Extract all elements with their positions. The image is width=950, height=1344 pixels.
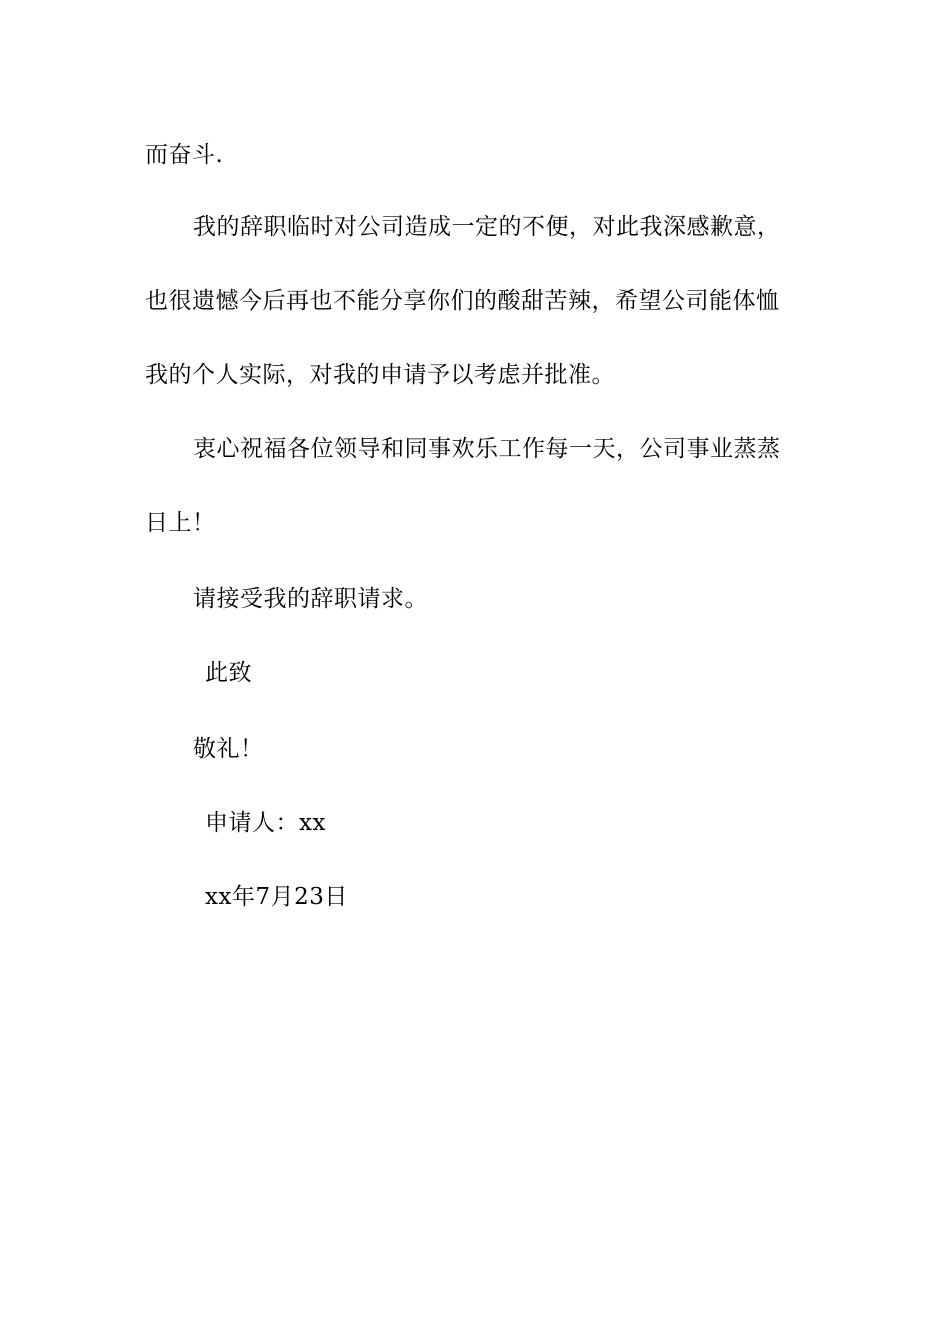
apology-paragraph-line-3: 我的个人实际，对我的申请予以考虑并批准。 xyxy=(145,362,615,388)
apology-paragraph-line-1: 我的辞职临时对公司造成一定的不便，对此我深感歉意， xyxy=(193,214,781,240)
applicant-signature: 申请人：xx xyxy=(205,810,326,836)
closing-cizhi: 此致 xyxy=(205,660,252,686)
blessing-paragraph-line-2: 日上！ xyxy=(145,510,216,536)
signature-date: xx年7月23日 xyxy=(205,884,348,910)
apology-paragraph-line-2: 也很遗憾今后再也不能分享你们的酸甜苦辣，希望公司能体恤 xyxy=(145,288,780,314)
blessing-paragraph-line-1: 衷心祝福各位领导和同事欢乐工作每一天，公司事业蒸蒸 xyxy=(193,436,781,462)
closing-jingli: 敬礼！ xyxy=(193,736,264,762)
request-line: 请接受我的辞职请求。 xyxy=(193,586,428,612)
paragraph-continuation-line: 而奋斗. xyxy=(145,142,224,168)
